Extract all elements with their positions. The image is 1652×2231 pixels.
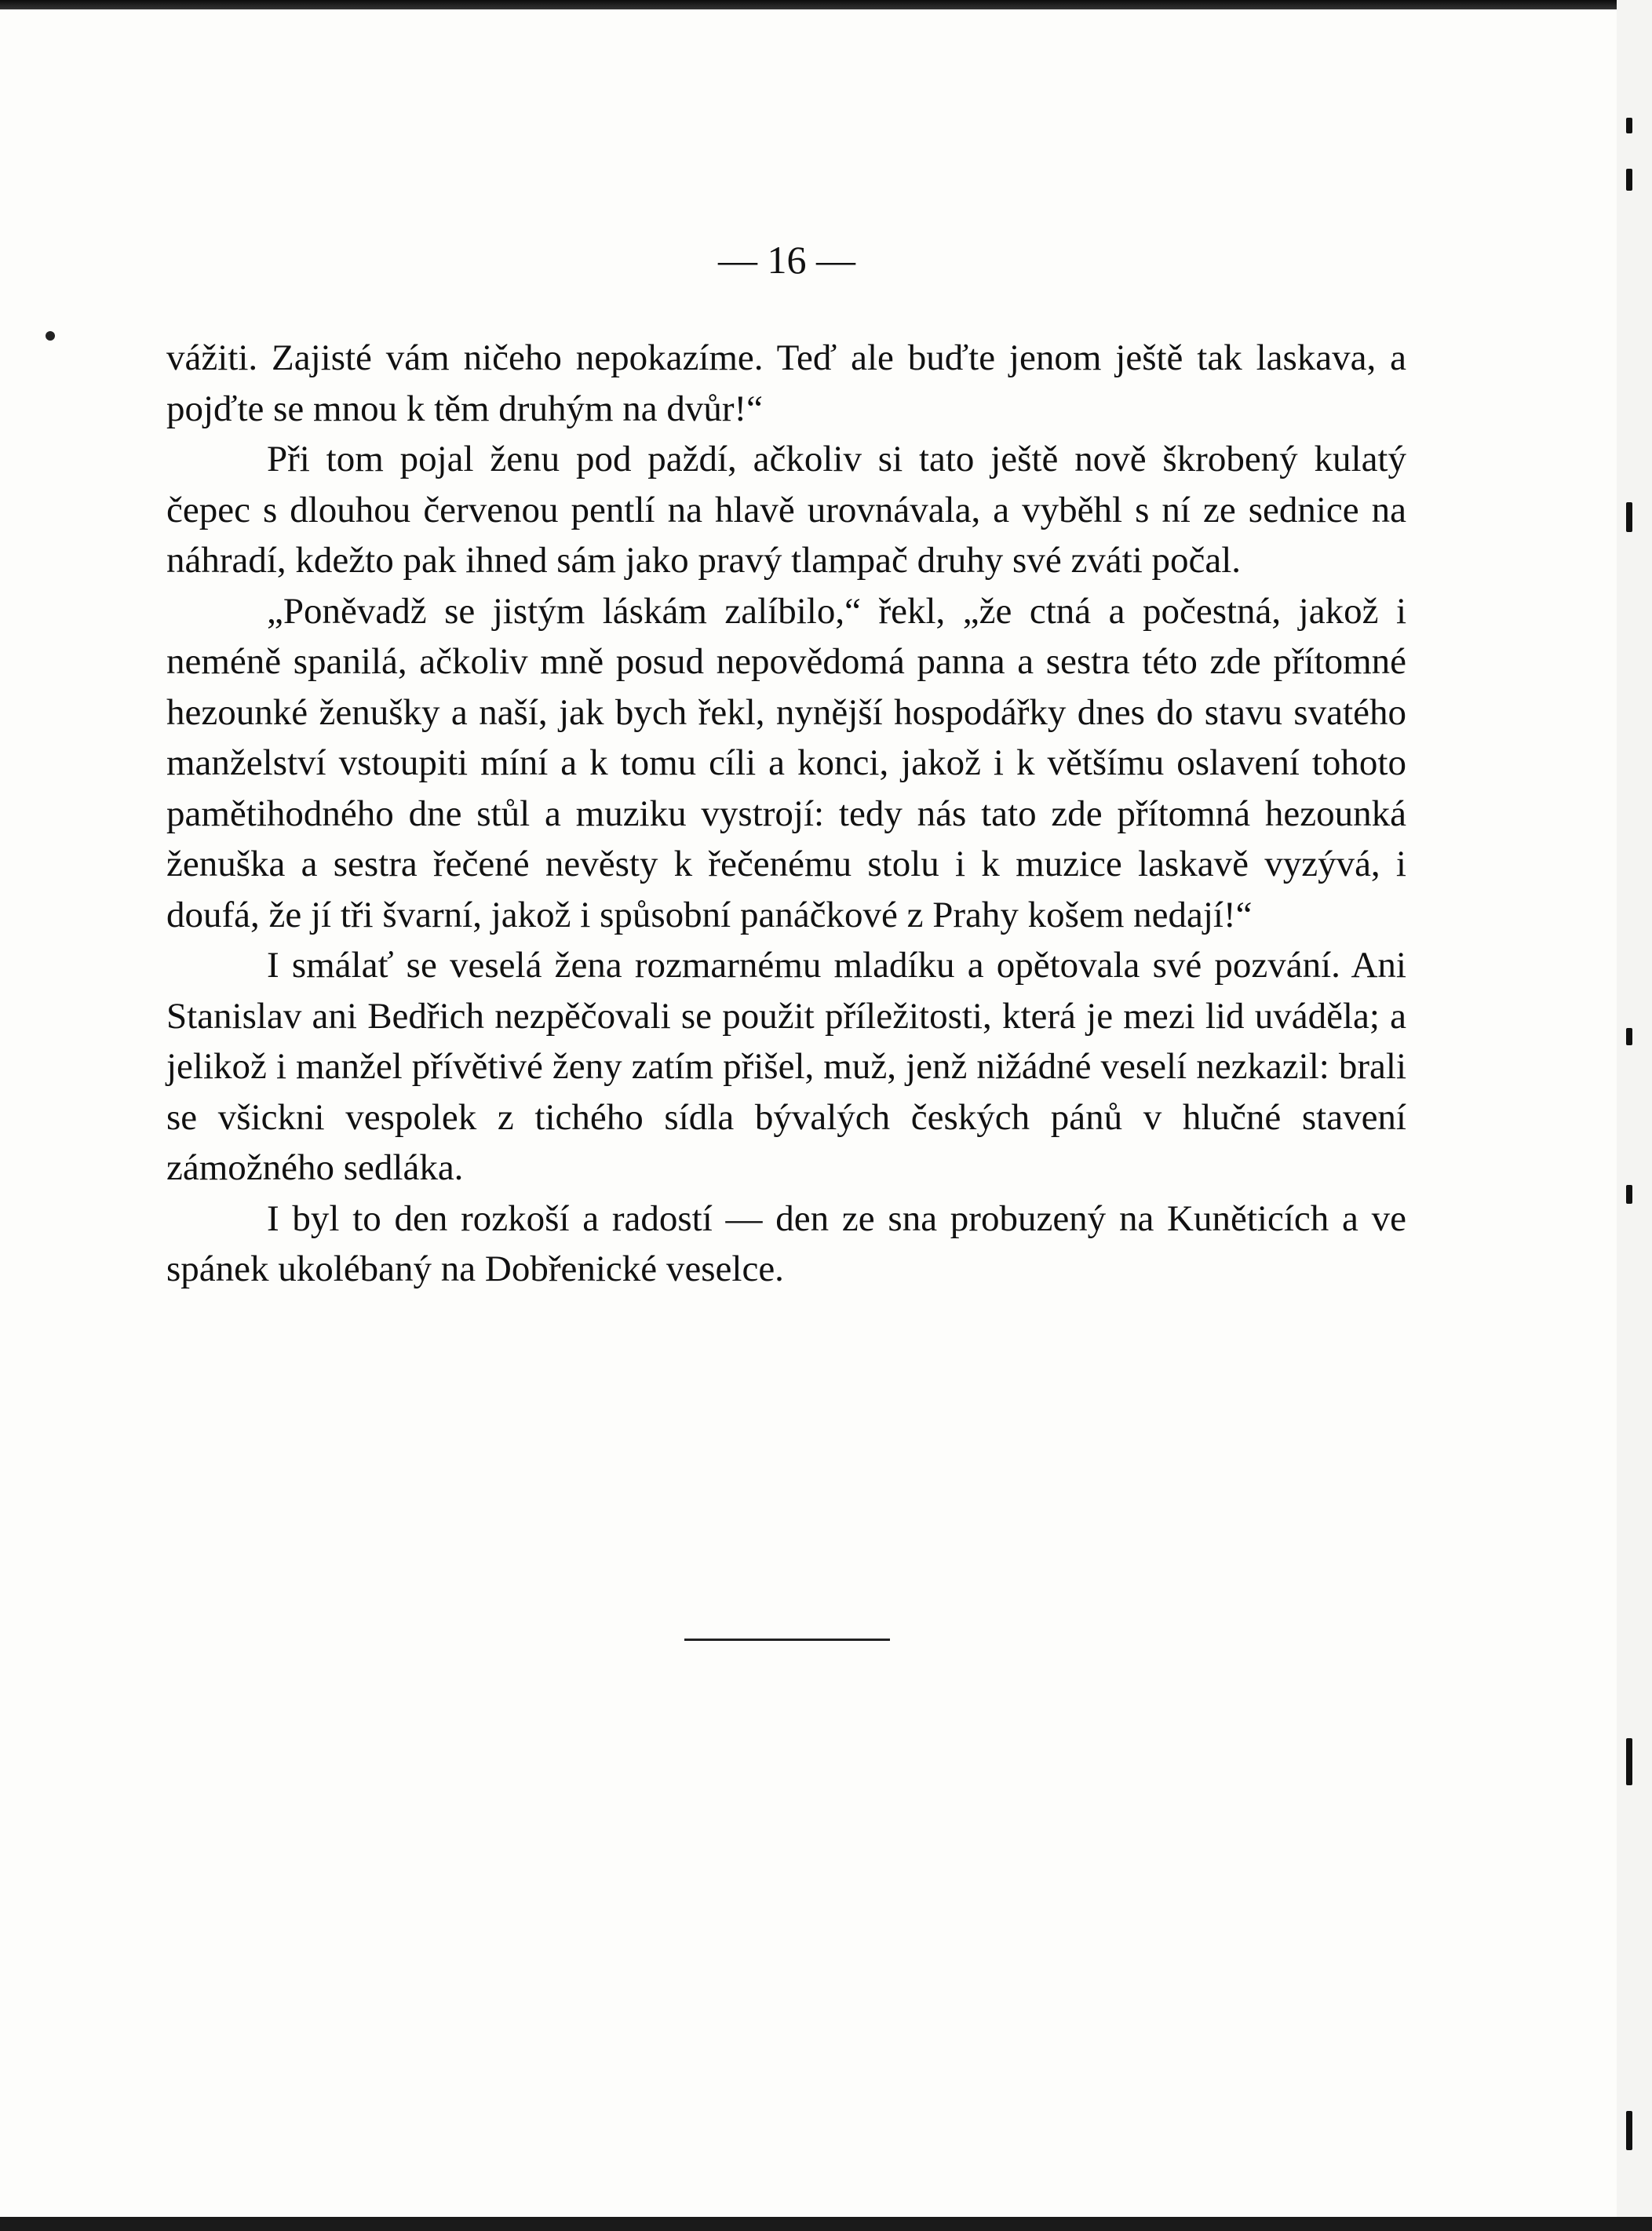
scan-right-edge (1617, 0, 1652, 2231)
scan-mark (1626, 2111, 1632, 2150)
paragraph: I smálať se veselá žena rozmarnému mladíku a opětovala své pozvání. Ani Stanislav ani Bedřich nezpěčovali se použit příležitosti, která je mezi lid uváděla; a jelikož i manžel přívětivé ženy zatím přišel, muž, jenž nižádné veselí nezkazil: brali se všickni vespolek z tichého sídla bývalých českých pánů v hlučné stavení zámožného sedláka. (166, 945, 1406, 1188)
page-number: — 16 — (718, 238, 855, 282)
scan-mark (1626, 1738, 1632, 1785)
chapter-end-rule (684, 1639, 890, 1641)
scan-mark (1626, 502, 1632, 532)
scan-speck (46, 331, 55, 341)
scan-mark (1626, 118, 1632, 133)
paragraph: „Poněvadž se jistým láskám zalíbilo,“ řekl, „že ctná a počestná, jakož i neméně spanilá, ačkoliv mně posud nepovědomá panna a sestra této zde přítomné hezounké ženušky a naší, jak bych řekl, nynější hospodářky dnes do stavu svatého manželství vstoupiti míní a k tomu cíli a konci, jakož i k většímu oslavení tohoto pamětihodného dne stůl a muziku vystrojí: tedy nás tato zde přítomná hezounká ženuška a sestra řečené nevěsty k řečenému stolu i k muzice laskavě vyzývá, i doufá, že jí tři švarní, jakož i spůsobní panáčkové z Prahy košem nedají!“ (166, 590, 1406, 935)
scan-mark (1626, 1185, 1632, 1204)
scan-mark (1626, 169, 1632, 191)
body-text (166, 333, 1406, 1295)
book-page (0, 9, 1621, 2222)
scan-bottom-edge (0, 2217, 1652, 2231)
paragraph: vážiti. Zajisté vám ničeho nepokazíme. Teď ale buďte jenom ještě tak laskava, a pojďte se mnou k těm druhým na dvůr!“ (166, 337, 1406, 429)
paragraph: I byl to den rozkoší a radostí — den ze sna probuzený na Kuněticích a ve spánek ukolébaný na Dobřenické veselce. (166, 1198, 1406, 1289)
paragraph: Při tom pojal ženu pod paždí, ačkoliv si tato ještě nově škrobený kulatý čepec s dlouhou červenou pentlí na hlavě urovnávala, a vyběhl s ní ze sednice na náhradí, kdežto pak ihned sám jako pravý tlampač druhy své zváti počal. (166, 439, 1406, 581)
scan-mark (1626, 1028, 1632, 1045)
